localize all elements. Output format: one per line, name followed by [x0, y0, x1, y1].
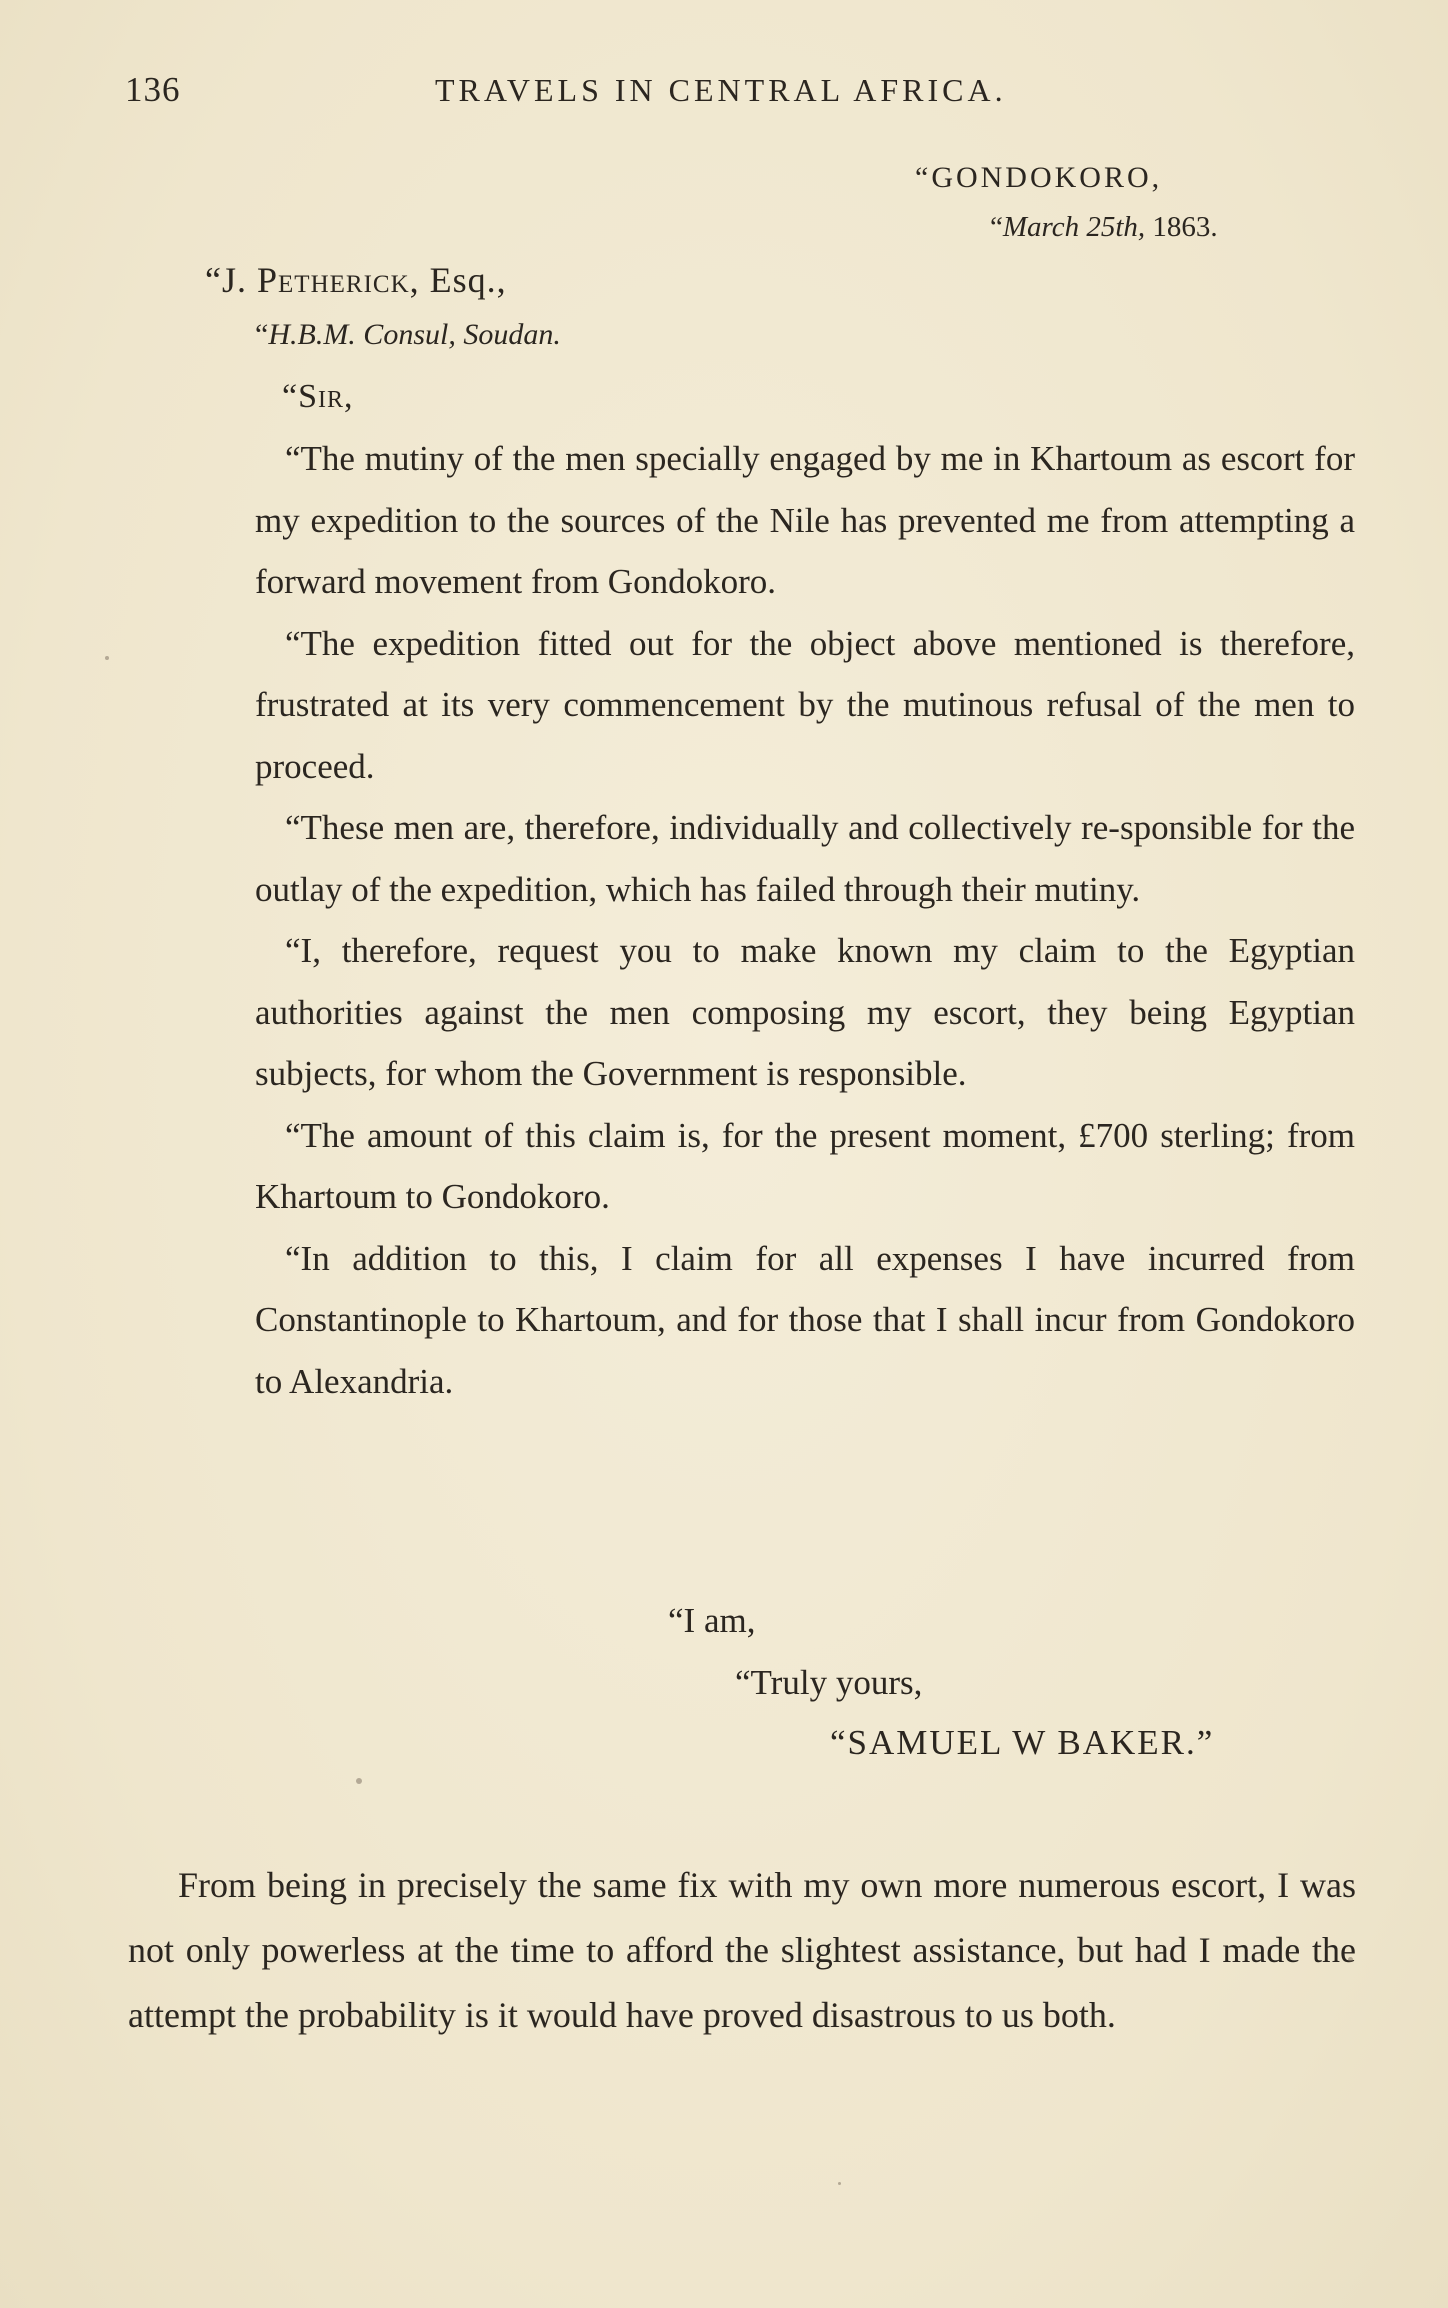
- letter-signature: “SAMUEL W BAKER.”: [830, 1723, 1215, 1762]
- salutation-open: “: [282, 378, 299, 415]
- letter-salutation: [282, 380, 354, 414]
- salutation-close: ,: [344, 378, 354, 415]
- letter-paragraph: “These men are, therefore, individually and collectively re-sponsible for the outlay of the expedition, which has failed through their mutiny.: [255, 808, 1355, 909]
- paper-speck: [1348, 1957, 1353, 1962]
- page-number: 136: [125, 70, 181, 109]
- paper-speck: [838, 2182, 841, 2185]
- letter-body: [255, 428, 1355, 1412]
- addressee-title-italic: H.B.M. Consul, Soudan.: [268, 318, 561, 351]
- salutation-smallcaps: Sir: [298, 378, 345, 415]
- letter-paragraph: “The mutiny of the men specially engaged by me in Khartoum as escort for my expedition to the sources of the Nile has prevented me from attempting a forward movement from Gondokoro.: [255, 439, 1355, 601]
- dateline-date-quote: “: [990, 211, 1003, 243]
- letter-dateline-date: [990, 213, 1218, 242]
- addressee-name-smallcaps: Petherick: [257, 260, 410, 300]
- narrative-text: [128, 1853, 1356, 2048]
- letter-closing-truly-yours: “Truly yours,: [735, 1663, 923, 1702]
- addressee-name-open: “J.: [205, 260, 257, 300]
- dateline-year: 1863.: [1145, 211, 1218, 243]
- dateline-date-italic: March 25th,: [1002, 211, 1146, 243]
- running-head: [125, 70, 1355, 120]
- letter-addressee-title: [255, 320, 561, 350]
- paper-speck: [105, 656, 109, 660]
- addressee-title-open: “: [255, 318, 269, 351]
- letter-closing-i-am: “I am,: [668, 1601, 756, 1640]
- letter-paragraph: “In addition to this, I claim for all expenses I have incurred from Constantinople to Khartoum, and for those that I shall incur from Gondokoro to Alexandria.: [255, 1238, 1355, 1401]
- paper-speck: [356, 1778, 362, 1784]
- letter-dateline-place: “GONDOKORO,: [915, 161, 1163, 194]
- letter-paragraph: “I, therefore, request you to make known my claim to the Egyptian authorities against the men composing my escort, they being Egyptian subjects, for whom the Government is responsible.: [255, 931, 1355, 1093]
- narrative-paragraph: From being in precisely the same fix with my own more numerous escort, I was not only powerless at the time to afford the slightest assistance, but had I made the attempt the probability is it would have proved disastrous to us both.: [128, 1865, 1356, 2035]
- running-title: TRAVELS IN CENTRAL AFRICA.: [435, 72, 1007, 108]
- letter-paragraph: “The expedition fitted out for the object above mentioned is therefore, frustrated at its very commencement by the mutinous refusal of the men to proceed.: [255, 623, 1355, 786]
- addressee-name-close: , Esq.,: [409, 260, 507, 300]
- letter-addressee-name: [205, 262, 507, 298]
- letter-paragraph: “The amount of this claim is, for the present moment, £700 sterling; from Khartoum to Gondokoro.: [255, 1115, 1355, 1216]
